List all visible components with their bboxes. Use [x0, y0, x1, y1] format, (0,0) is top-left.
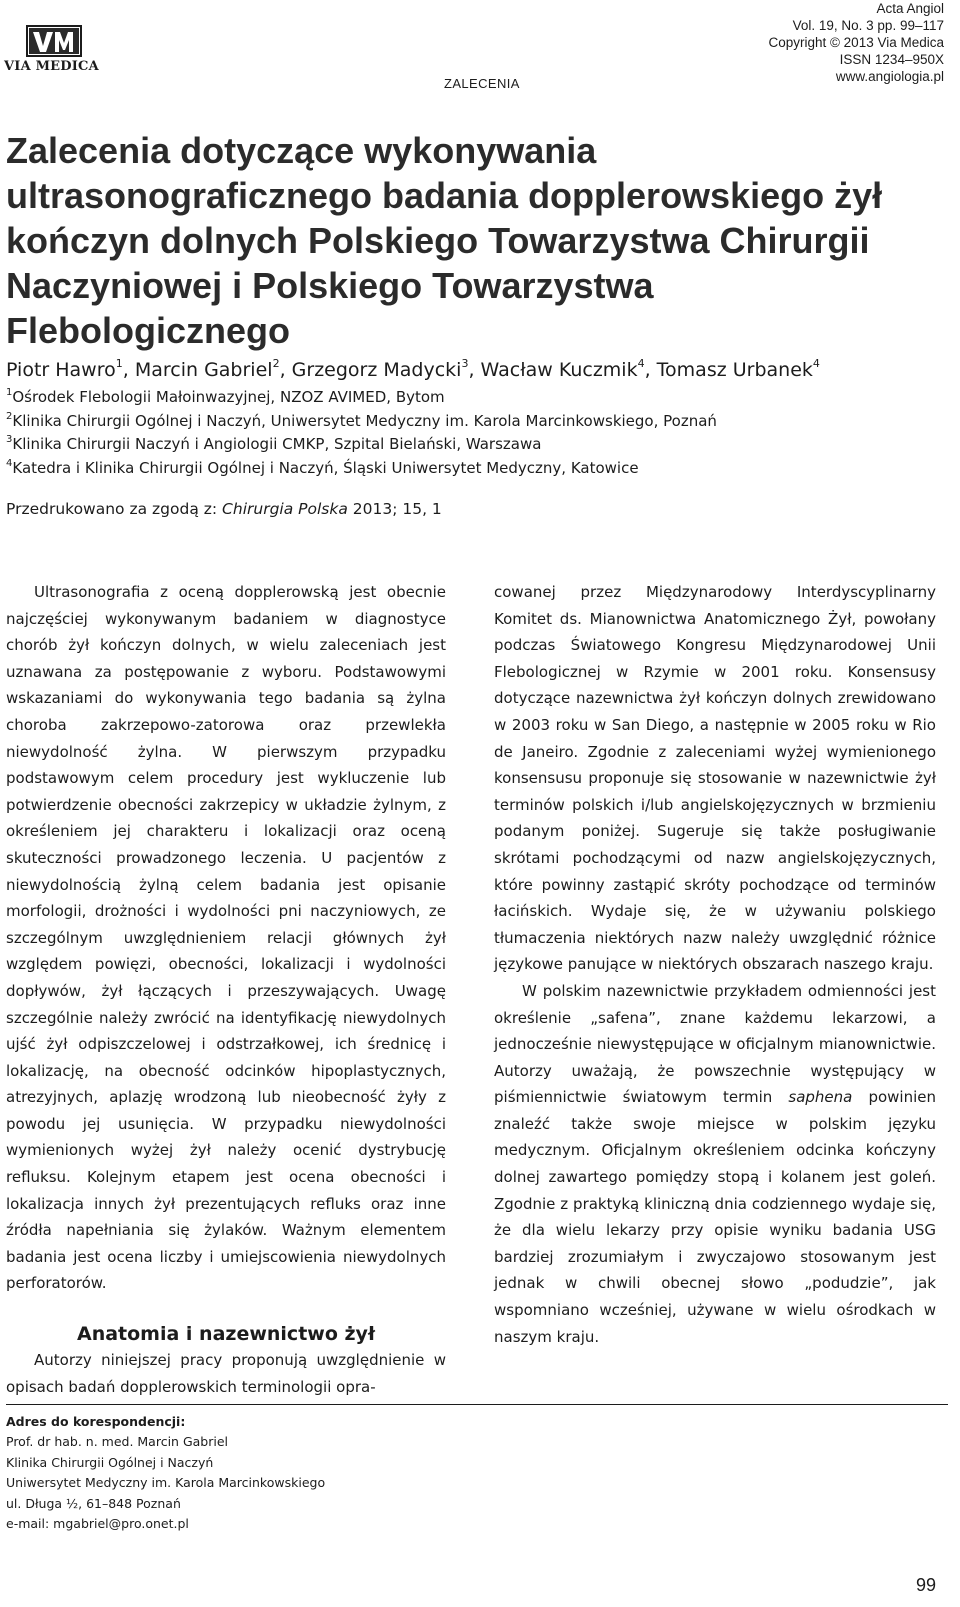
reprint-note [6, 498, 442, 520]
latin-term: saphena [788, 1088, 853, 1107]
body-paragraph [494, 978, 936, 1350]
author-separator: , [468, 359, 481, 381]
affiliation-item [6, 433, 717, 457]
body-column-left [6, 579, 446, 1400]
affiliation-text: Klinika Chirurgii Naczyń i Angiologii CMKP, Szpital Bielański, Warszawa [12, 435, 542, 454]
correspondence-heading: Adres do korespondencji: [6, 1414, 186, 1429]
affiliation-text: Klinika Chirurgii Ogólnej i Naczyń, Uniwersytet Medyczny im. Karola Marcinkowskiego, Poznań [12, 411, 717, 430]
body-paragraph: cowanej przez Międzynarodowy Interdyscyplinarny Komitet ds. Mianownictwa Anatomicznego Żył, powołany podczas Światowego Kongresu Międzynarodowej Unii Flebologicznej w Rzymie w 2001 roku. Konsensusy dotyczące nazewnictwa żył kończyn dolnych zrewidowano w 2003 roku w San Diego, a następnie w 2005 roku w Rio de Janeiro. Zgodnie z zaleceniami wyżej wymienionego konsensusu proponuje się stosowanie w nazewnictwie żył terminów polskich i/lub angielskojęzycznych w brzmieniu podanym poniżej. Sugeruje się także posługiwanie skrótami pochodzącymi od nazw angielskojęzycznych, które powinny zastąpić skróty pochodzące od terminów łacińskich. Wydaje się, że w używaniu polskiego tłumaczenia niektórych nazw należy uwzględnić różnice językowe panujące w niektórych obszarach naszego kraju. [494, 583, 936, 974]
author-name: Grzegorz Madycki [291, 359, 462, 381]
section-label: ZALECENIA [444, 76, 520, 91]
footer-divider [6, 1404, 948, 1405]
vm-logo-icon [26, 25, 82, 57]
body-paragraph: Autorzy niniejszej pracy proponują uwzględnienie w opisach badań dopplerowskich terminologii opra- [6, 1351, 446, 1396]
correspondence-line: Klinika Chirurgii Ogólnej i Naczyń [6, 1454, 214, 1470]
affiliation-list [6, 386, 717, 481]
correspondence-line: ul. Długa ½, 61–848 Poznań [6, 1495, 181, 1511]
logo-text: VIA MEDICA [4, 59, 99, 74]
author-list [6, 357, 820, 383]
section-heading: Anatomia i nazewnictwo żył [76, 1323, 375, 1346]
correspondence-email[interactable]: e-mail: mgabriel@pro.onet.pl [6, 1516, 189, 1532]
body-paragraph: Ultrasonografia z oceną dopplerowską jest obecnie najczęściej wykonywanym badaniem w diagnostyce chorób żył kończyn dolnych, w wielu zaleceniach jest uznawana za postępowanie z wyboru. Podstawowymi wskazaniami do wykonywania tego badania są żylna choroba zakrzepowo-zatorowa oraz przewlekła niewydolność żylna. W pierwszym przypadku podstawowym celem procedury jest wykluczenie lub potwierdzenie obecności zakrzepicy w układzie żylnym, z określeniem jej charakteru i lokalizacji oraz oceną skuteczności prowadzonego leczenia. U pacjentów z niewydolnością żylną celem badania jest opisanie morfologii, drożności i wydolności pni naczyniowych, ze szczególnym uwzględnieniem relacji głównych żył względem powięzi, obecności, lokalizacji i wydolności dopływów, żył łączących i przeszywających. Uwagę szczególnie należy zwrócić na identyfikację niewydolnych ujść żył odpiszczelowej i odstrzałkowej, ich średnicę i lokalizację, na obecność odcinków hipoplastycznych, atrezyjnych, aplazję wrodzoną lub nieobecność żyły z powodu jej usunięcia. W przypadku niewydolności wymienionych wyżej żył należy ocenić dystrybucję refluksu. Kolejnym etapem jest ocena obecności i lokalizacja innych żył prezentujących refluks oraz inne źródła napełniania się żylaków. Ważnym elementem badania jest ocena liczby i umiejscowienia niewydolnych perforatorów. [6, 583, 446, 1293]
affiliation-text: Ośrodek Flebologii Małoinwazyjnej, NZOZ AVIMED, Bytom [12, 388, 445, 406]
author-separator: , [122, 359, 135, 381]
via-medica-logo [4, 25, 108, 77]
author-name: Tomasz Urbanek [656, 359, 813, 381]
affiliation-number: 1 [6, 387, 13, 398]
author-name: Marcin Gabriel [134, 359, 273, 381]
author-affiliation-number: 4 [637, 357, 645, 370]
author-affiliation-number: 2 [272, 357, 280, 370]
affiliation-number: 4 [6, 458, 13, 470]
journal-copyright: Copyright © 2013 Via Medica [768, 35, 944, 50]
correspondence-line: Uniwersytet Medyczny im. Karola Marcinkowskiego [6, 1475, 326, 1491]
journal-info [768, 0, 944, 85]
affiliation-item [6, 386, 717, 410]
article-title: Zalecenia dotyczące wykonywania ultrasonograficznego badania dopplerowskiego żył kończyn dolnych Polskiego Towarzystwa Chirurgii Naczyniowej i Polskiego Towarzystwa Flebologicznego [6, 130, 883, 351]
author-separator: , [279, 359, 292, 381]
author-affiliation-number: 3 [461, 357, 469, 370]
page-number: 99 [915, 1575, 936, 1595]
journal-volume: Vol. 19, No. 3 pp. 99–117 [792, 18, 944, 33]
affiliation-number: 3 [6, 434, 13, 446]
affiliation-text: Katedra i Klinika Chirurgii Ogólnej i Naczyń, Śląski Uniwersytet Medyczny, Katowice [12, 459, 639, 478]
journal-website: www.angiologia.pl [835, 69, 944, 84]
author-separator: , [644, 359, 657, 381]
author-name: Wacław Kuczmik [480, 359, 638, 381]
correspondence-address [6, 1412, 325, 1534]
correspondence-line: Prof. dr hab. n. med. Marcin Gabriel [6, 1434, 229, 1450]
reprint-journal: Chirurgia Polska [222, 500, 348, 518]
affiliation-number: 2 [6, 410, 13, 422]
body-column-right [494, 579, 936, 1350]
author-name: Piotr Hawro [6, 359, 116, 381]
journal-issn: ISSN 1234–950X [839, 52, 944, 67]
reprint-prefix: Przedrukowano za zgodą z: [6, 500, 223, 518]
affiliation-item [6, 457, 717, 481]
affiliation-item [6, 410, 717, 434]
author-affiliation-number: 4 [812, 357, 820, 370]
paragraph-text: powinien znaleźć także swoje miejsce w polskim języku medycznym. Oficjalnym określeniem odcinka kończyny dolnej zawartego pomiędzy stopą i kolanem jest goleń. Zgodnie z praktyką kliniczną dnia codziennego wydaje się, że dla wielu lekarzy przy opisie wyniku badania USG bardziej zrozumiałym i zwyczajowo stosowanym jest jednak w chwili obecnej słowo „podudzie”, jak wspomniano wcześniej, używane w wielu ośrodkach w naszym kraju. [494, 1088, 936, 1346]
reprint-suffix: 2013; 15, 1 [347, 500, 442, 518]
paragraph-text: W polskim nazewnictwie przykładem odmienności jest określenie „safena”, znane każdemu lekarzowi, a jednocześnie niewystępujące w oficjalnym mianownictwie. Autorzy uważają, że powszechnie występujący w piśmiennictwie światowym termin [494, 981, 936, 1107]
journal-name: Acta Angiol [876, 1, 944, 16]
author-affiliation-number: 1 [115, 357, 123, 370]
